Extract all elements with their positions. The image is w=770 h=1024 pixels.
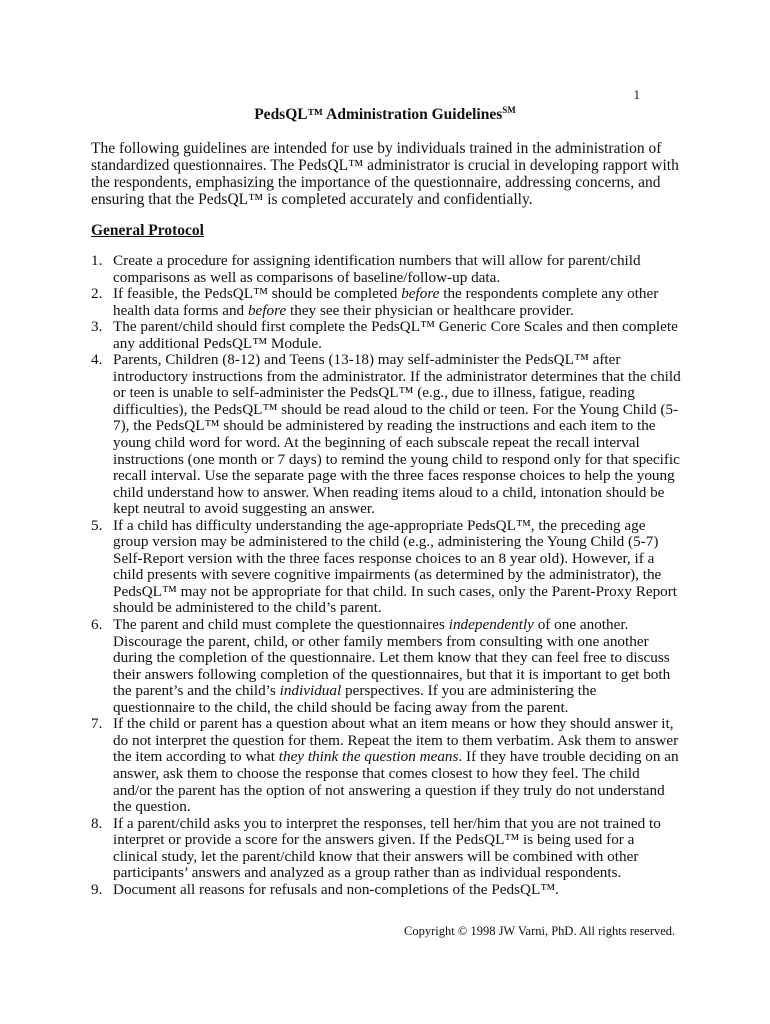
text-run: Document all reasons for refusals and non-completions of the PedsQL™.: [113, 880, 559, 898]
emphasized-text: they think the question means: [278, 748, 459, 766]
protocol-item: [91, 319, 681, 352]
protocol-item-text: [113, 318, 678, 352]
page-number: 1: [633, 87, 640, 102]
emphasized-text: individual: [279, 682, 342, 700]
protocol-item-text: [113, 351, 681, 517]
protocol-item-number: 9.: [91, 880, 103, 898]
protocol-item-number: 5.: [91, 516, 103, 534]
protocol-list: [91, 253, 681, 898]
protocol-item: [91, 816, 681, 882]
protocol-item-number: 8.: [91, 814, 103, 832]
protocol-item-text: [113, 285, 658, 319]
protocol-item: [91, 882, 681, 899]
text-run: perspectives. If you are administering the questionnaire to the child, the child should be facing away from the parent.: [113, 682, 597, 716]
emphasized-text: independently: [448, 616, 534, 634]
text-run: If a child has difficulty understanding the age-appropriate PedsQL™, the preceding age group version may be administered to the child (e.g., administering the Young Child (5-7) Self-Report version with the three faces response choices to an 8 year old). However, if a child presents with severe cognitive impairments (as determined by the administrator), the PedsQL™ may not be appropriate for that child. In such cases, only the Parent-Proxy Report should be administered to the child’s parent.: [113, 516, 678, 617]
text-run: . If they have trouble deciding on an answer, ask them to choose the response that comes closest to how they feel. The child and/or the parent has the option of not answering a question if they truly do not understand the question.: [113, 748, 679, 816]
protocol-item: [91, 286, 681, 319]
text-run: The parent and child must complete the questionnaires: [113, 616, 449, 634]
intro-paragraph: The following guidelines are intended for use by individuals trained in the administration of standardized questionnaires. The PedsQL™ administrator is crucial in developing rapport with the respondents, emphasizing the importance of the questionnaire, addressing concerns, and ensuring that the PedsQL™ is completed accurately and confidentially.: [91, 140, 679, 208]
protocol-item-number: 4.: [91, 351, 103, 369]
protocol-item-text: [113, 815, 661, 882]
text-run: The parent/child should first complete the PedsQL™ Generic Core Scales and then complete any additional PedsQL™ Module.: [113, 318, 678, 352]
protocol-item-number: 1.: [91, 252, 103, 269]
service-mark-superscript: SM: [502, 104, 516, 115]
text-run: If a parent/child asks you to interpret the responses, tell her/him that you are not trained to interpret or provide a score for the answers given. If the PedsQL™ is being used for a clinical study, let the parent/child know that their answers will be combined with other participants’ answers and analyzed as a group rather than as individual respondents.: [113, 814, 661, 882]
protocol-item-number: 3.: [91, 318, 103, 336]
emphasized-text: before: [247, 301, 287, 319]
protocol-item: [91, 352, 681, 517]
text-run: Create a procedure for assigning identification numbers that will allow for parent/child comparisons as well as comparisons of baseline/follow-up data.: [113, 252, 641, 286]
document-title: [0, 106, 770, 124]
text-run: Parents, Children (8-12) and Teens (13-18) may self-administer the PedsQL™ after introductory instructions from the administrator. If the administrator determines that the child or teen is unable to self-administer the PedsQL™ (e.g., due to illness, fatigue, reading difficulties), the PedsQL™ should be read aloud to the child or teen. For the Young Child (5-7), the PedsQL™ should be administered by reading the instructions and each item to the young child word for word. At the beginning of each subscale repeat the recall interval instructions (one month or 7 days) to remind the young child to respond only for that specific recall interval. Use the separate page with the three faces response choices to help the young child understand how to answer. When reading items aloud to a child, intonation should be kept neutral to avoid suggesting an answer.: [113, 351, 681, 518]
copyright-notice: Copyright © 1998 JW Varni, PhD. All rights reserved.: [404, 924, 676, 938]
protocol-item-number: 6.: [91, 616, 103, 634]
protocol-item-text: [113, 616, 670, 716]
section-heading: General Protocol: [91, 222, 204, 239]
protocol-item: [91, 716, 681, 815]
protocol-item: [91, 253, 681, 286]
protocol-item: [91, 518, 681, 617]
protocol-item-number: 2.: [91, 285, 103, 303]
title-text: PedsQL™ Administration Guidelines: [254, 106, 503, 123]
text-run: If the child or parent has a question about what an item means or how they should answer it, do not interpret the question for them. Repeat the item to them verbatim. Ask them to answer the item according to what: [113, 715, 679, 766]
text-run: If feasible, the PedsQL™ should be completed: [113, 285, 402, 303]
protocol-item-number: 7.: [91, 715, 103, 733]
emphasized-text: before: [401, 285, 440, 303]
text-run: of one another. Discourage the parent, child, or other family members from consulting with one another during the completion of the questionnaire. Let them know that they can feel free to discuss their answers following completion of the questionnaires, but that it is important to get both the parent’s and the child’s: [113, 616, 671, 700]
text-run: the respondents complete any other health data forms and: [113, 285, 659, 319]
protocol-item-text: [113, 252, 641, 286]
text-run: they see their physician or healthcare provider.: [286, 301, 574, 319]
protocol-item-text: [113, 715, 679, 815]
protocol-item-text: [113, 517, 677, 617]
protocol-item: [91, 617, 681, 716]
protocol-item-text: [113, 881, 559, 898]
